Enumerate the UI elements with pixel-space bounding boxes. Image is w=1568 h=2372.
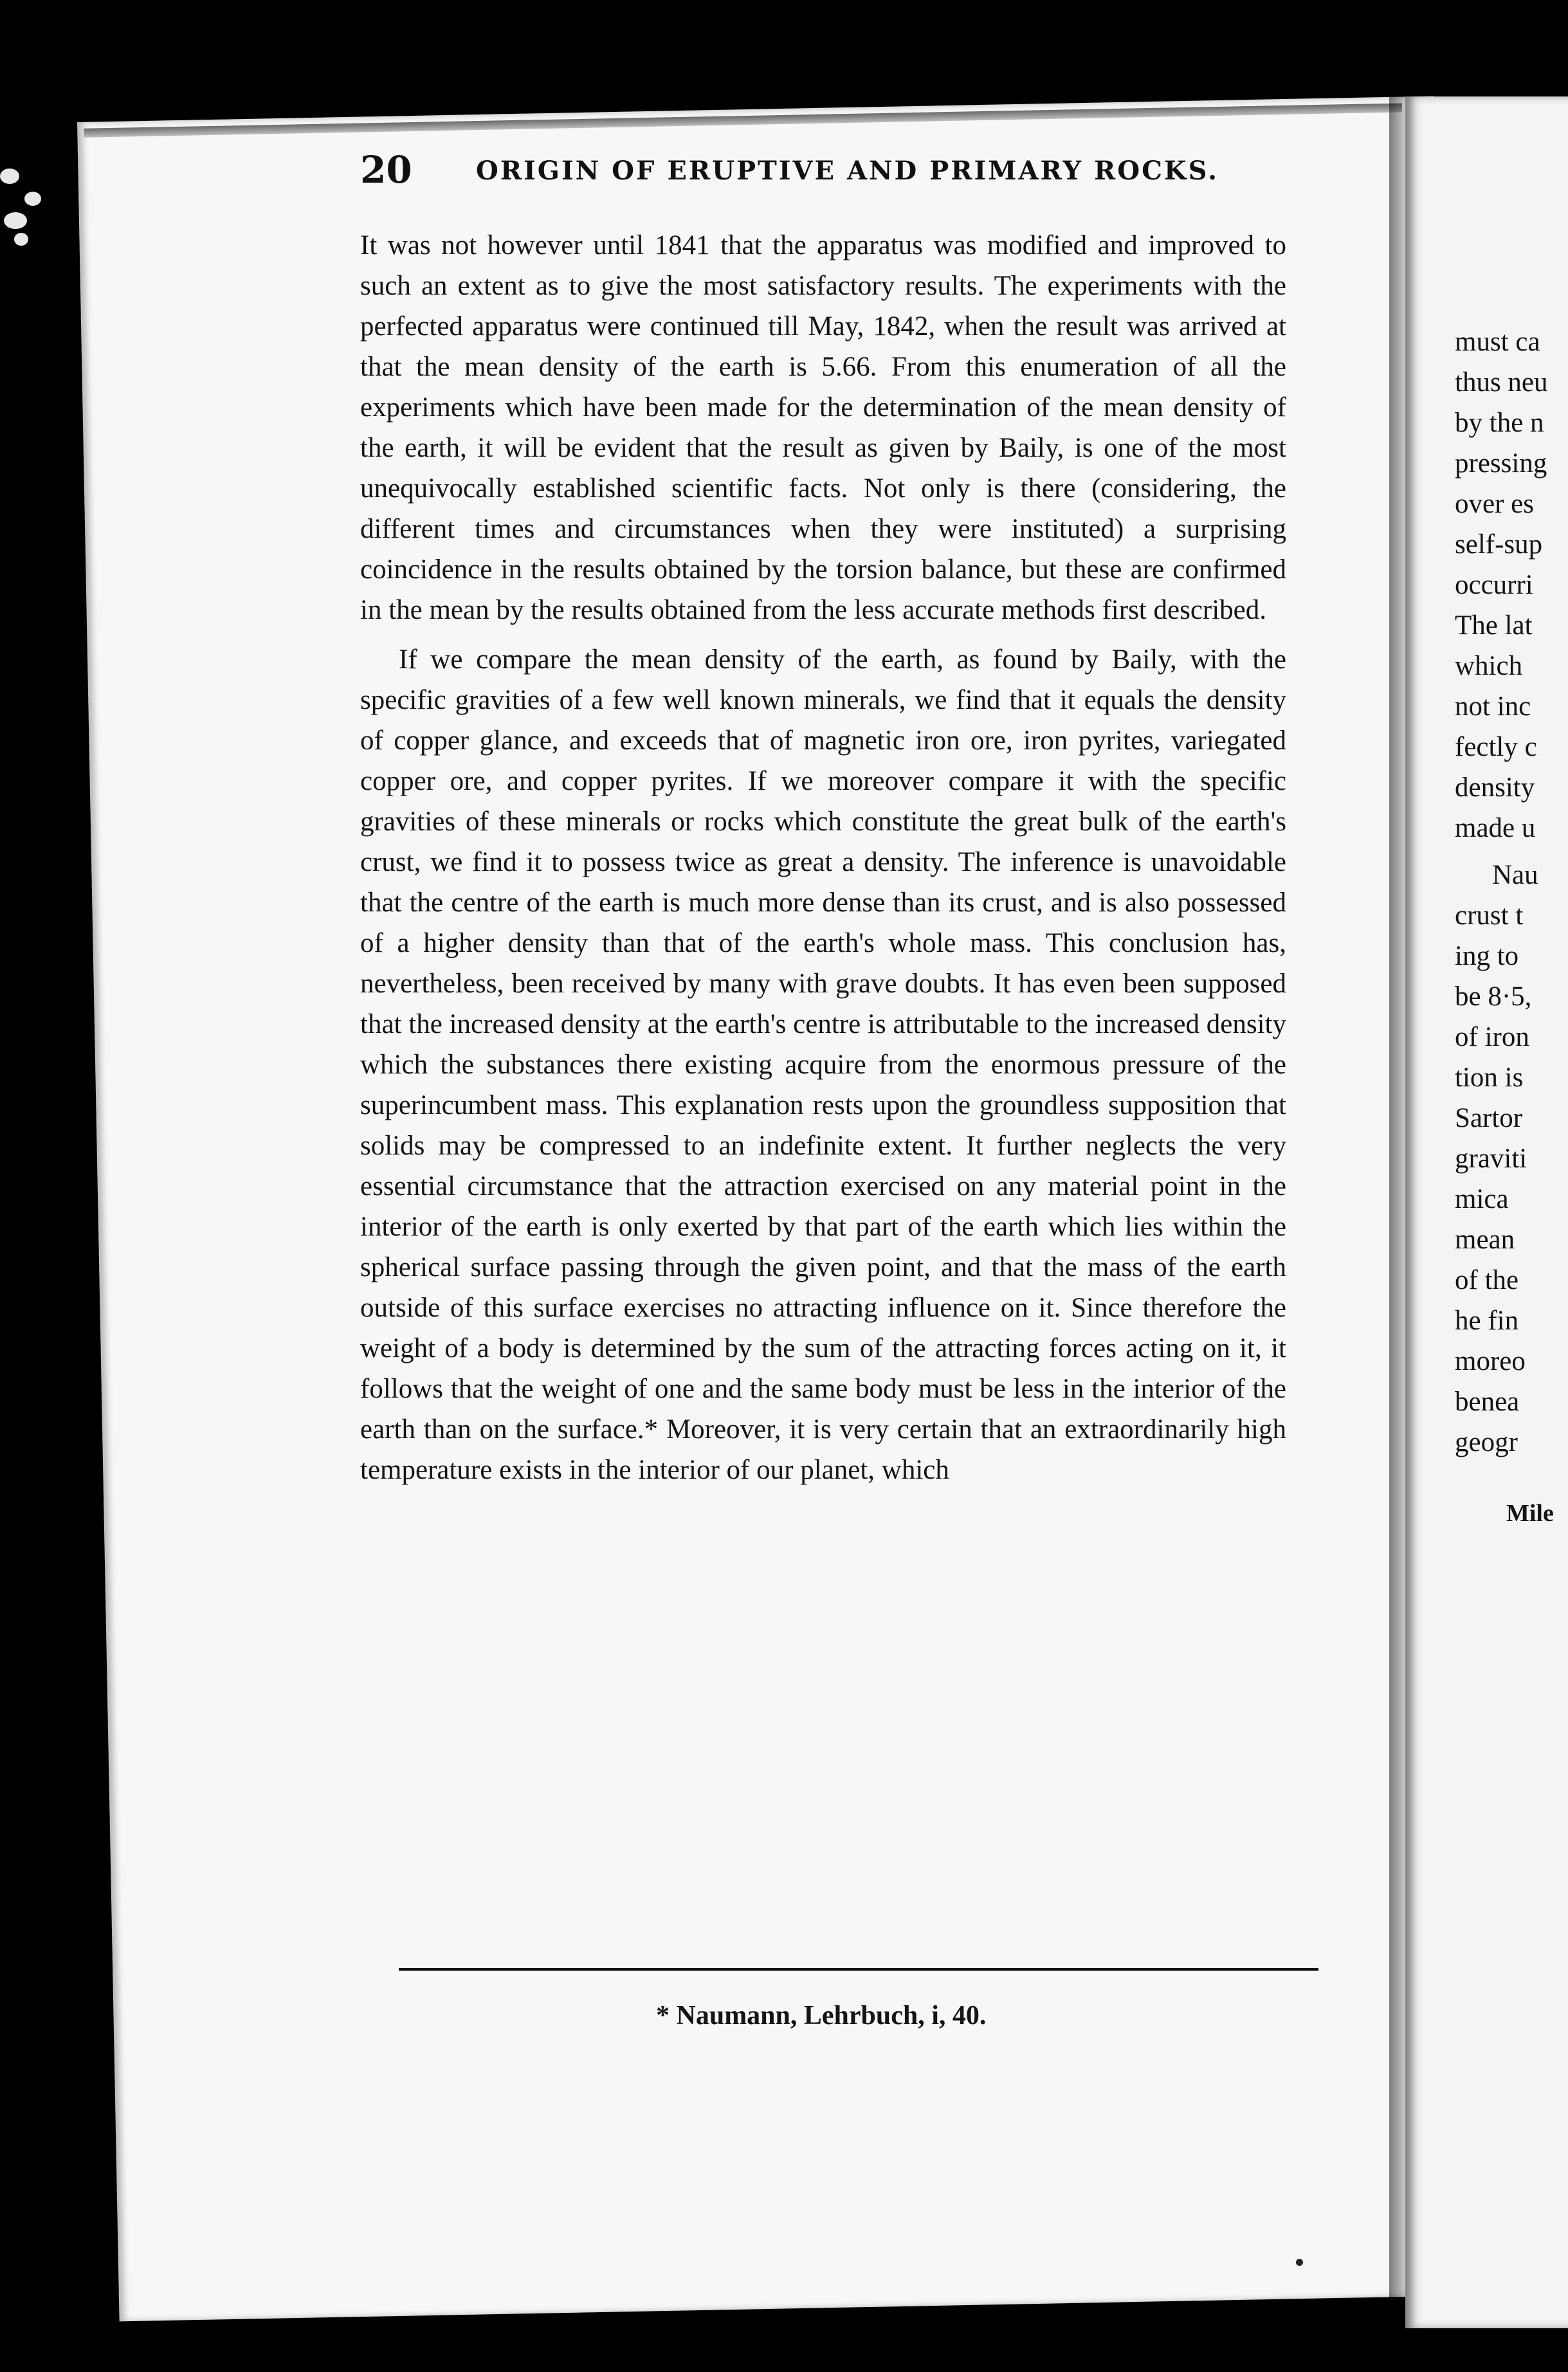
right-line: crust t [1455, 900, 1524, 931]
paragraph-gap [1455, 848, 1568, 855]
right-line: he fin [1455, 1306, 1519, 1336]
right-line: benea [1455, 1387, 1520, 1417]
right-line: Sartor [1455, 1103, 1523, 1133]
right-line: which [1455, 651, 1523, 681]
binding-shadow [1389, 96, 1415, 2328]
right-line: be 8·5, [1455, 981, 1532, 1012]
paper-speck [4, 212, 27, 229]
right-line: over es [1455, 489, 1534, 519]
stray-ink-dot [1296, 2259, 1303, 2266]
right-line: self-sup [1455, 529, 1543, 560]
paper-speck [0, 169, 19, 184]
right-line: geogr [1455, 1427, 1518, 1457]
right-page-text [1455, 322, 1568, 1534]
right-line: of iron [1455, 1022, 1529, 1052]
right-line: Mile [1506, 1500, 1554, 1527]
right-line: by the n [1455, 408, 1544, 438]
paper-speck [14, 233, 28, 246]
right-line: of the [1455, 1265, 1519, 1295]
right-line: thus neu [1455, 367, 1548, 397]
right-line: tion is [1455, 1063, 1524, 1093]
right-line: occurri [1455, 570, 1533, 600]
right-line: made u [1455, 813, 1536, 843]
right-line: must ca [1455, 327, 1540, 357]
right-line: mica [1455, 1184, 1509, 1214]
right-line: pressing [1455, 448, 1547, 479]
running-title: ORIGIN OF ERUPTIVE AND PRIMARY ROCKS. [476, 156, 1219, 186]
footnote-rule [399, 1968, 1318, 1971]
right-line: The lat [1455, 610, 1533, 641]
running-head [360, 148, 1389, 193]
footnote: * Naumann, Lehrbuch, i, 40. [656, 2001, 987, 2030]
right-line: density [1455, 772, 1535, 803]
page-number: 20 [360, 148, 412, 192]
right-line: moreo [1455, 1346, 1526, 1376]
right-line: not inc [1455, 691, 1531, 722]
right-line: ing to [1455, 941, 1519, 971]
right-line: Nau [1492, 860, 1538, 890]
right-line: mean [1455, 1225, 1515, 1255]
paragraph: It was not however until 1841 that the apparatus was modified and improved to such an extent as to give the most satisfactory results. The experiments with the perfected apparatus were continued till May, 1842, when the result was arrived at that the mean density of the earth is 5.66. From this enumeration of all the experiments which have been made for the determination of the mean density of the earth, it will be evident that the result as given by Baily, is one of the most unequivocally established scientific facts. Not only is there (considering, the different times and circumstances when they were instituted) a surprising coincidence in the results obtained by the torsion balance, but these are confirmed in the mean by the results obtained from the less accurate methods first described. [360, 230, 1286, 625]
body-text [360, 225, 1286, 1490]
right-line: fectly c [1455, 732, 1537, 762]
paper-speck [24, 192, 41, 206]
right-line: graviti [1455, 1144, 1527, 1174]
paragraph: If we compare the mean density of the earth, as found by Baily, with the specific gravities of a few well known minerals, we find that it equals the density of copper glance, and exceeds that of magnetic iron ore, iron pyrites, variegated copper ore, and copper pyrites. If we moreover compare it with the specific gravities of these minerals or rocks which constitute the great bulk of the earth's crust, we find it to possess twice as great a density. The inference is unavoidable that the centre of the earth is much more dense than its crust, and is also possessed of a higher density than that of the earth's whole mass. This conclusion has, nevertheless, been received by many with grave doubts. It has even been supposed that the increased density at the earth's centre is attributable to the increased density which the substances there existing acquire from the enormous pressure of the superincumbent mass. This explanation rests upon the groundless supposition that solids may be compressed to an indefinite extent. It further neglects the very essential circumstance that the attraction exercised on any material point in the interior of the earth is only exerted by that part of the earth which lies within the spherical surface passing through the given point, and that the mass of the earth outside of this surface exercises no attracting influence on it. Since therefore the weight of a body is determined by the sum of the attracting forces acting on it, it follows that the weight of one and the same body must be less in the interior of the earth than on the surface.* Moreover, it is very certain that an extraordinarily high temperature exists in the interior of our planet, which [360, 644, 1286, 1485]
